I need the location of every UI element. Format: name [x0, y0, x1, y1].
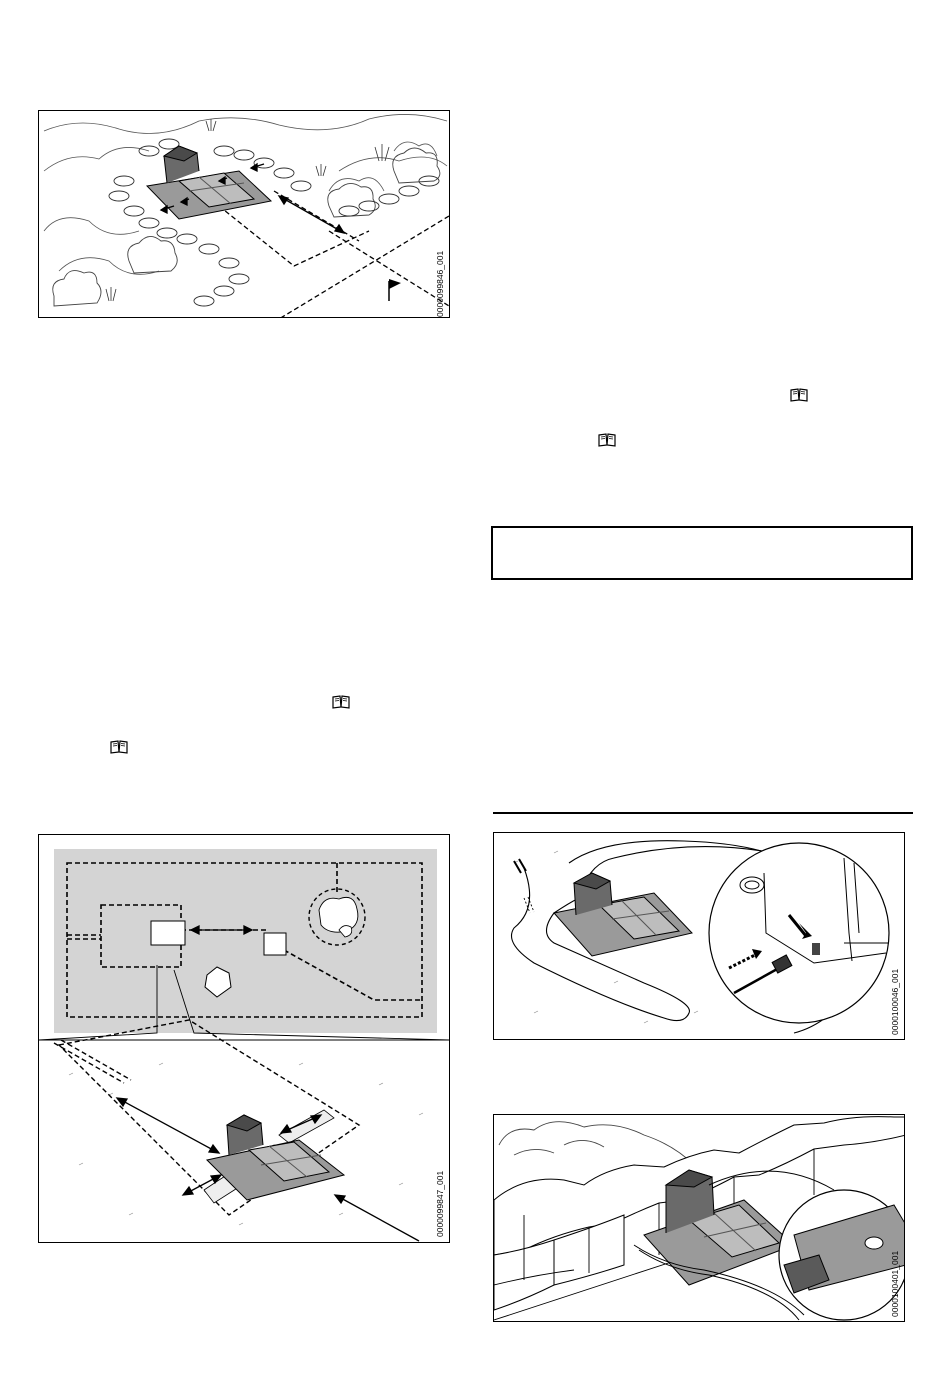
- notice-box: [491, 526, 913, 580]
- figure-power-connection: [493, 832, 905, 1040]
- book-icon: [598, 433, 616, 447]
- book-icon: [332, 695, 350, 709]
- figure-id: 0000099846_001: [435, 250, 445, 317]
- section-divider: [493, 812, 913, 814]
- book-icon: [110, 740, 128, 754]
- figure-id: 0000100046_001: [890, 968, 900, 1035]
- figure-lawn-layout: [38, 834, 450, 1243]
- book-icon: [790, 388, 808, 402]
- illustration-garden-station: [39, 111, 450, 318]
- figure-id: 0000099847_001: [435, 1170, 445, 1237]
- figure-station-at-wall: [493, 1114, 905, 1322]
- illustration-cable-connection: [494, 833, 905, 1040]
- figure-docking-station-placement: [38, 110, 450, 318]
- figure-id: 0000100401_001: [890, 1250, 900, 1317]
- illustration-station-wall: [494, 1115, 905, 1322]
- illustration-lawn-plan: [39, 835, 450, 1243]
